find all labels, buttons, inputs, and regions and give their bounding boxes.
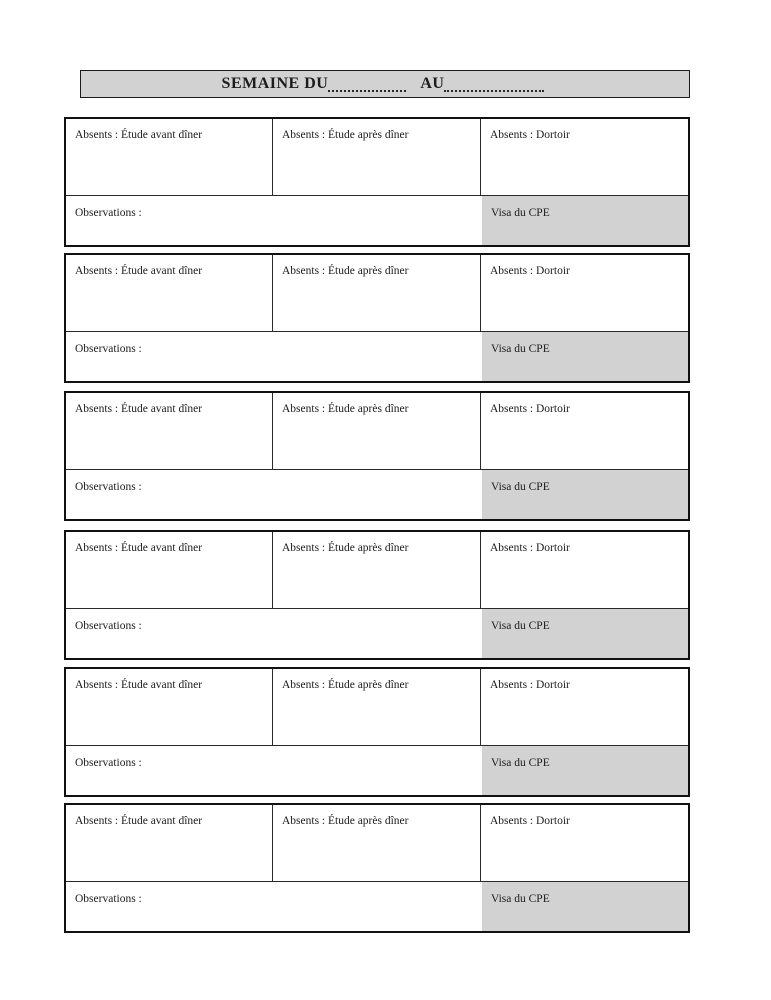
observations-label: Observations : <box>75 893 142 905</box>
absents-etude-avant-diner-label: Absents : Étude avant dîner <box>75 815 203 827</box>
absents-etude-avant-diner-cell <box>66 669 273 745</box>
absents-row <box>66 669 688 745</box>
absents-etude-avant-diner-label: Absents : Étude avant dîner <box>75 265 203 277</box>
absents-etude-avant-diner-label: Absents : Étude avant dîner <box>75 542 203 554</box>
observations-cell <box>66 470 482 519</box>
absents-dortoir-cell <box>481 255 688 331</box>
observations-row <box>66 608 688 658</box>
absents-etude-apres-diner-label: Absents : Étude après dîner <box>282 403 409 415</box>
visa-cpe-cell <box>482 470 688 519</box>
visa-cpe-label: Visa du CPE <box>491 893 550 905</box>
observations-row <box>66 881 688 931</box>
absents-dortoir-cell <box>481 119 688 195</box>
observations-row <box>66 331 688 381</box>
visa-cpe-label: Visa du CPE <box>491 620 550 632</box>
day-block <box>64 667 690 797</box>
observations-label: Observations : <box>75 343 142 355</box>
absents-etude-apres-diner-cell <box>273 393 481 469</box>
absents-etude-apres-diner-label: Absents : Étude après dîner <box>282 265 409 277</box>
absents-dortoir-label: Absents : Dortoir <box>490 129 570 141</box>
absents-etude-apres-diner-label: Absents : Étude après dîner <box>282 542 409 554</box>
absents-dortoir-cell <box>481 669 688 745</box>
absents-row <box>66 805 688 881</box>
absents-etude-avant-diner-label: Absents : Étude avant dîner <box>75 129 203 141</box>
day-block <box>64 530 690 660</box>
absents-etude-avant-diner-cell <box>66 532 273 608</box>
absents-etude-apres-diner-cell <box>273 669 481 745</box>
header-label-semaine-du: SEMAINE DU <box>221 75 329 92</box>
absents-etude-avant-diner-cell <box>66 805 273 881</box>
absents-dortoir-cell <box>481 532 688 608</box>
absents-dortoir-cell <box>481 393 688 469</box>
absents-dortoir-label: Absents : Dortoir <box>490 679 570 691</box>
week-header-bar <box>80 70 690 98</box>
day-block <box>64 117 690 247</box>
absents-etude-apres-diner-cell <box>273 119 481 195</box>
observations-row <box>66 469 688 519</box>
visa-cpe-label: Visa du CPE <box>491 343 550 355</box>
observations-row <box>66 195 688 245</box>
absents-dortoir-cell <box>481 805 688 881</box>
absents-row <box>66 393 688 469</box>
absents-etude-apres-diner-cell <box>273 255 481 331</box>
absents-row <box>66 532 688 608</box>
day-block <box>64 391 690 521</box>
visa-cpe-cell <box>482 746 688 795</box>
observations-row <box>66 745 688 795</box>
date-to-blank-line <box>444 77 544 92</box>
visa-cpe-label: Visa du CPE <box>491 207 550 219</box>
absents-etude-avant-diner-label: Absents : Étude avant dîner <box>75 679 203 691</box>
visa-cpe-label: Visa du CPE <box>491 481 550 493</box>
absents-etude-apres-diner-label: Absents : Étude après dîner <box>282 815 409 827</box>
absents-dortoir-label: Absents : Dortoir <box>490 815 570 827</box>
absents-etude-avant-diner-cell <box>66 119 273 195</box>
absents-etude-apres-diner-cell <box>273 532 481 608</box>
absents-row <box>66 255 688 331</box>
absents-dortoir-label: Absents : Dortoir <box>490 403 570 415</box>
absents-etude-avant-diner-label: Absents : Étude avant dîner <box>75 403 203 415</box>
absents-etude-avant-diner-cell <box>66 393 273 469</box>
observations-label: Observations : <box>75 481 142 493</box>
visa-cpe-cell <box>482 882 688 931</box>
absents-row <box>66 119 688 195</box>
visa-cpe-label: Visa du CPE <box>491 757 550 769</box>
absents-etude-apres-diner-label: Absents : Étude après dîner <box>282 129 409 141</box>
header-label-au: AU <box>420 75 445 92</box>
absents-dortoir-label: Absents : Dortoir <box>490 542 570 554</box>
absents-etude-avant-diner-cell <box>66 255 273 331</box>
visa-cpe-cell <box>482 332 688 381</box>
visa-cpe-cell <box>482 196 688 245</box>
observations-cell <box>66 746 482 795</box>
observations-cell <box>66 196 482 245</box>
observations-cell <box>66 609 482 658</box>
observations-label: Observations : <box>75 207 142 219</box>
date-from-blank-line <box>328 77 406 92</box>
absents-etude-apres-diner-label: Absents : Étude après dîner <box>282 679 409 691</box>
day-block <box>64 253 690 383</box>
observations-label: Observations : <box>75 757 142 769</box>
absents-etude-apres-diner-cell <box>273 805 481 881</box>
observations-label: Observations : <box>75 620 142 632</box>
absents-dortoir-label: Absents : Dortoir <box>490 265 570 277</box>
observations-cell <box>66 332 482 381</box>
day-block <box>64 803 690 933</box>
observations-cell <box>66 882 482 931</box>
visa-cpe-cell <box>482 609 688 658</box>
